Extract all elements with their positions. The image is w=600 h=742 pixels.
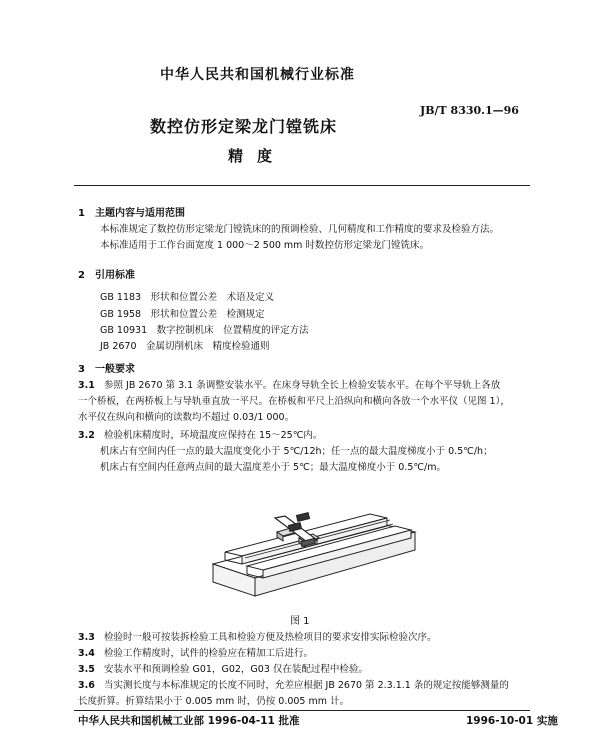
clause-3-2-line-2: 机床占有空间内任一点的最大温度变化小于 5℃/12h；任一点的最大温度梯度小于 0.5℃/h； — [100, 446, 493, 457]
figure-1-bed-level-diagram — [205, 492, 425, 610]
clause-number: 3.5 — [78, 664, 95, 675]
document-title: 数控仿形定梁龙门镗铣床 — [150, 117, 338, 136]
reference-item: GB 10931 数字控制机床 位置精度的评定方法 — [100, 325, 309, 336]
clause-3-6-line-2: 长度折算。折算结果小于 0.005 mm 时，仍按 0.005 mm 计。 — [78, 696, 350, 707]
document-subtitle: 精度 — [228, 147, 287, 165]
clause-number: 3.4 — [78, 648, 95, 659]
reference-item: JB 2670 金属切削机床 精度检验通则 — [100, 341, 270, 352]
clause-3-6 — [78, 678, 509, 694]
clause-3-5 — [78, 662, 368, 678]
document-code: JB/T 8330.1—96 — [420, 104, 519, 117]
implementation-date: 1996-10-01 实施 — [466, 715, 558, 727]
header-divider — [74, 185, 530, 186]
clause-text: 检验机床精度时，环境温度应保持在 15～25℃内。 — [104, 430, 323, 441]
footer-divider — [74, 710, 530, 711]
clause-3-1-line-3: 水平仪在纵向和横向的读数均不超过 0.03/1 000。 — [78, 412, 295, 423]
clause-3-4 — [78, 646, 313, 662]
clause-3-1-line-2: 一个桥板，在两桥板上与导轨垂直放一平尺。在桥板和平尺上沿纵向和横向各放一个水平仪（见图 1）， — [78, 396, 510, 407]
clause-number: 3.2 — [78, 430, 95, 441]
section-1-heading: 1 主题内容与适用范围 — [78, 208, 185, 219]
clause-3-1 — [78, 378, 500, 394]
clause-3-2 — [78, 428, 322, 444]
clause-3-3 — [78, 630, 437, 646]
approval-date: 中华人民共和国机械工业部 1996-04-11 批准 — [78, 715, 300, 727]
reference-item: GB 1183 形状和位置公差 术语及定义 — [100, 292, 275, 303]
clause-text: 安装水平和预调检验 G01，G02，G03 仅在装配过程中检验。 — [104, 664, 368, 675]
clause-text: 检验工作精度时，试件的检验应在精加工后进行。 — [104, 648, 314, 659]
reference-item: GB 1958 形状和位置公差 检测规定 — [100, 309, 265, 320]
figure-1-caption: 图 1 — [290, 616, 310, 627]
section-1-paragraph-1: 本标准规定了数控仿形定梁龙门镗铣床的的预调检验、几何精度和工作精度的要求及检验方法。 — [100, 224, 500, 235]
clause-number: 3.1 — [78, 380, 95, 391]
standard-type-header: 中华人民共和国机械行业标准 — [160, 67, 355, 83]
clause-number: 3.3 — [78, 632, 95, 643]
section-3-heading: 3 一般要求 — [78, 364, 135, 375]
section-2-heading: 2 引用标准 — [78, 270, 135, 281]
clause-text: 参照 JB 2670 第 3.1 条调整安装水平。在床身导轨全长上检验安装水平。在每个平导轨上各放 — [104, 380, 501, 391]
clause-text: 当实测长度与本标准规定的长度不同时，允差应根据 JB 2670 第 2.3.1.1 条的规定按能够测量的 — [104, 680, 509, 691]
clause-3-2-line-3: 机床占有空间内任意两点间的最大温度差小于 5℃；最大温度梯度小于 0.5℃/m。 — [100, 462, 446, 473]
clause-text: 检验时一般可按装拆检验工具和检验方便及热检项目的要求安排实际检验次序。 — [104, 632, 437, 643]
clause-number: 3.6 — [78, 680, 95, 691]
section-1-paragraph-2: 本标准适用于工作台面宽度 1 000～2 500 mm 时数控仿形定梁龙门镗铣床。 — [100, 240, 429, 251]
